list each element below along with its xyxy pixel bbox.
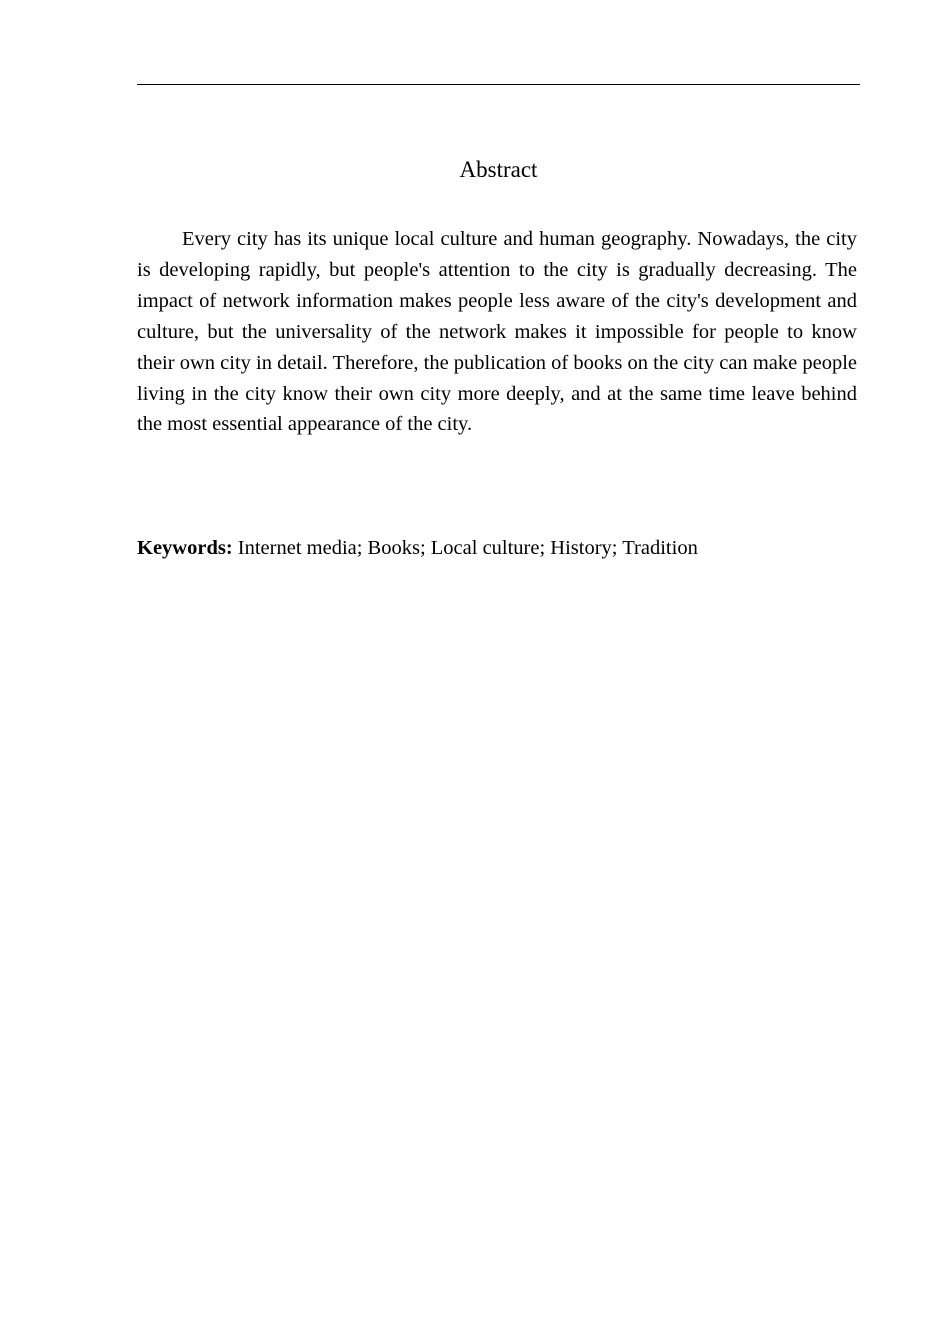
abstract-title: Abstract	[459, 157, 538, 182]
header-rule	[137, 84, 860, 85]
keywords-text: Internet media; Books; Local culture; History; Tradition	[232, 537, 698, 559]
abstract-body: Every city has its unique local culture and human geography. Nowadays, the city is developing rapidly, but people's attention to the city is gradually decreasing. The impact of network information makes people less aware of the city's development and culture, but the universality of the network makes it impossible for people to know their own city in detail. Therefore, the publication of books on the city can make people living in the city know their own city more deeply, and at the same time leave behind the most essential appearance of the city.	[137, 228, 857, 436]
keywords-line	[137, 533, 857, 563]
keywords-label: Keywords:	[137, 537, 233, 559]
